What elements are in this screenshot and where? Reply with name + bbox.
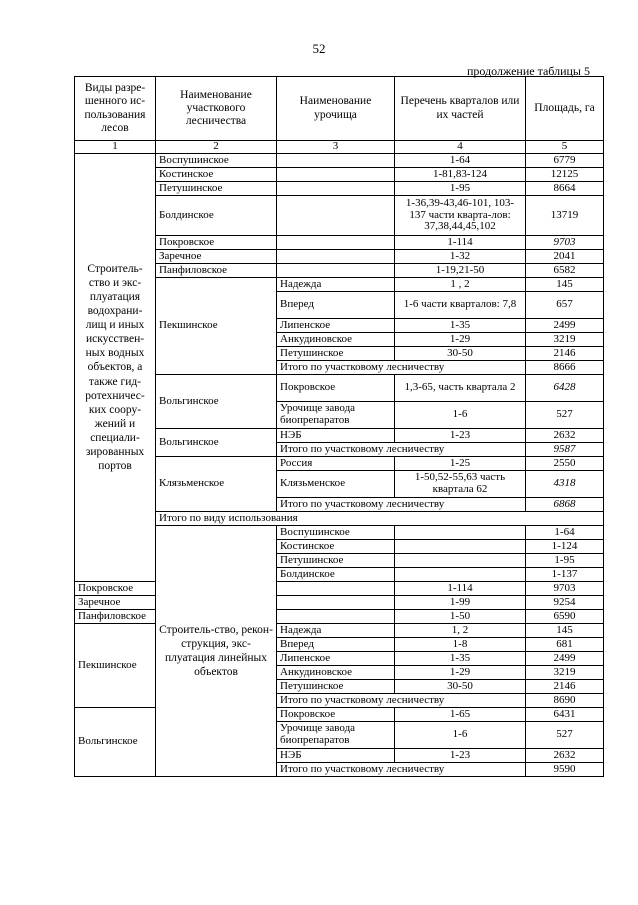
tract-cell (277, 236, 395, 250)
tract-cell (277, 610, 395, 624)
forestry-cell: Панфиловское (156, 264, 277, 278)
tract-cell (277, 182, 395, 196)
quarters-cell: 30-50 (395, 347, 526, 361)
quarters-cell: 1-32 (395, 250, 526, 264)
table-continuation-caption: продолжение таблицы 5 (466, 64, 590, 78)
quarters-cell: 1-35 (395, 319, 526, 333)
area-cell: 6428 (526, 375, 604, 402)
tract-cell (277, 196, 395, 236)
tract-cell (395, 540, 526, 554)
header-tract: Наименование урочища (277, 77, 395, 141)
area-cell: 2146 (526, 347, 604, 361)
tract-cell: Анкудиновское (277, 666, 395, 680)
use-type-cell: Строитель-ство, рекон-струкция, экс-плуатация линейных объектов (156, 526, 277, 777)
table-row (75, 596, 604, 610)
subtotal-label: Итого по участковому лесничеству (277, 443, 526, 457)
tract-cell (277, 582, 395, 596)
table-row (75, 624, 604, 638)
area-cell: 12125 (526, 168, 604, 182)
quarters-cell: 1-35 (395, 652, 526, 666)
forestry-cell: Пекшинское (75, 624, 156, 708)
quarters-cell: 1-29 (395, 666, 526, 680)
tract-cell: Урочище завода биопрепаратов (277, 722, 395, 749)
area-cell: 8664 (526, 182, 604, 196)
subtotal-label: Итого по участковому лесничеству (277, 694, 526, 708)
forestry-cell: Покровское (156, 236, 277, 250)
use-type-total-label: Итого по виду использования (156, 512, 604, 526)
area-cell: 2146 (526, 680, 604, 694)
quarters-cell: 1-114 (395, 582, 526, 596)
quarters-cell: 30-50 (395, 680, 526, 694)
forestry-cell: Костинское (156, 168, 277, 182)
quarters-cell: 1-95 (395, 182, 526, 196)
quarters-cell: 1-99 (395, 596, 526, 610)
column-number-row (75, 141, 604, 154)
area-cell: 681 (526, 638, 604, 652)
forestry-cell: Заречное (75, 596, 156, 610)
quarters-cell: 1-19,21-50 (395, 264, 526, 278)
header-quarters: Перечень кварталов или их частей (395, 77, 526, 141)
tract-cell: Вперед (277, 638, 395, 652)
tract-cell: Анкудиновское (277, 333, 395, 347)
area-cell: 9703 (526, 582, 604, 596)
area-cell: 2499 (526, 652, 604, 666)
tract-cell: Надежда (277, 624, 395, 638)
tract-cell: Петушинское (277, 347, 395, 361)
forestry-cell: Воспушинское (277, 526, 395, 540)
area-cell: 6590 (526, 610, 604, 624)
tract-cell: Липенское (277, 319, 395, 333)
forestry-cell: Болдинское (156, 196, 277, 236)
area-cell: 145 (526, 624, 604, 638)
subtotal-value: 8666 (526, 361, 604, 375)
use-type-cell: Строитель-ство и экс-плуатация водохрани-лищ и иных искусствен-ных водных объектов, а также гид-ротехничес-ких соору-жений и специали-зированных портов (75, 154, 156, 582)
subtotal-label: Итого по участковому лесничеству (277, 361, 526, 375)
area-cell: 9254 (526, 596, 604, 610)
area-cell: 527 (526, 722, 604, 749)
column-number: 1 (75, 141, 156, 154)
header-forestry: Наименование участкового лесничества (156, 77, 277, 141)
area-cell: 2041 (526, 250, 604, 264)
quarters-cell: 1-6 (395, 402, 526, 429)
column-number: 4 (395, 141, 526, 154)
tract-cell: Вперед (277, 292, 395, 319)
forestry-cell: Клязьменское (156, 457, 277, 512)
subtotal-value: 9590 (526, 763, 604, 777)
area-cell: 2632 (526, 749, 604, 763)
forest-use-table (74, 76, 604, 777)
column-number: 5 (526, 141, 604, 154)
forestry-cell: Вольгинское (75, 708, 156, 777)
quarters-cell: 1-95 (526, 554, 604, 568)
subtotal-value: 8690 (526, 694, 604, 708)
quarters-cell: 1-50,52-55,63 часть квартала 62 (395, 471, 526, 498)
header-area: Площадь, га (526, 77, 604, 141)
quarters-cell: 1 , 2 (395, 278, 526, 292)
forestry-cell: Воспушинское (156, 154, 277, 168)
quarters-cell: 1-25 (395, 457, 526, 471)
quarters-cell: 1-137 (526, 568, 604, 582)
table-row (75, 610, 604, 624)
forestry-cell: Костинское (277, 540, 395, 554)
tract-cell: Покровское (277, 375, 395, 402)
tract-cell: Надежда (277, 278, 395, 292)
tract-cell (395, 568, 526, 582)
quarters-cell: 1-23 (395, 429, 526, 443)
quarters-cell: 1-65 (395, 708, 526, 722)
column-number: 2 (156, 141, 277, 154)
quarters-cell: 1-64 (526, 526, 604, 540)
forestry-cell: Пекшинское (156, 278, 277, 375)
tract-cell (277, 154, 395, 168)
area-cell: 6582 (526, 264, 604, 278)
subtotal-label: Итого по участковому лесничеству (277, 763, 526, 777)
area-cell: 2632 (526, 429, 604, 443)
tract-cell: Россия (277, 457, 395, 471)
quarters-cell: 1-29 (395, 333, 526, 347)
tract-cell (277, 250, 395, 264)
forestry-cell: Болдинское (277, 568, 395, 582)
forestry-cell: Петушинское (277, 554, 395, 568)
area-cell: 657 (526, 292, 604, 319)
forestry-cell: Заречное (156, 250, 277, 264)
tract-cell (395, 554, 526, 568)
table-row (75, 154, 604, 168)
quarters-cell: 1-81,83-124 (395, 168, 526, 182)
quarters-cell: 1-114 (395, 236, 526, 250)
quarters-cell: 1-124 (526, 540, 604, 554)
area-cell: 145 (526, 278, 604, 292)
quarters-cell: 1-36,39-43,46-101, 103-137 части кварта-лов: 37,38,44,45,102 (395, 196, 526, 236)
tract-cell: Покровское (277, 708, 395, 722)
page-number: 52 (312, 41, 326, 56)
forestry-cell: Вольгинское (156, 375, 277, 429)
quarters-cell: 1, 2 (395, 624, 526, 638)
tract-cell (277, 168, 395, 182)
subtotal-value: 6868 (526, 498, 604, 512)
area-cell: 13719 (526, 196, 604, 236)
tract-cell: НЭБ (277, 429, 395, 443)
area-cell: 527 (526, 402, 604, 429)
area-cell: 6779 (526, 154, 604, 168)
tract-cell (277, 264, 395, 278)
area-cell: 3219 (526, 333, 604, 347)
tract-cell: Клязьменское (277, 471, 395, 498)
quarters-cell: 1-64 (395, 154, 526, 168)
area-cell: 2550 (526, 457, 604, 471)
area-cell: 9703 (526, 236, 604, 250)
tract-cell (395, 526, 526, 540)
subtotal-label: Итого по участковому лесничеству (277, 498, 526, 512)
column-number: 3 (277, 141, 395, 154)
forestry-cell: Панфиловское (75, 610, 156, 624)
quarters-cell: 1-6 части кварталов: 7,8 (395, 292, 526, 319)
quarters-cell: 1-6 (395, 722, 526, 749)
area-cell: 4318 (526, 471, 604, 498)
quarters-cell: 1-50 (395, 610, 526, 624)
tract-cell: Липенское (277, 652, 395, 666)
quarters-cell: 1-23 (395, 749, 526, 763)
subtotal-value: 9587 (526, 443, 604, 457)
table-header-row (75, 77, 604, 141)
forestry-cell: Покровское (75, 582, 156, 596)
tract-cell (277, 596, 395, 610)
table-row (75, 582, 604, 596)
area-cell: 3219 (526, 666, 604, 680)
table-row (75, 708, 604, 722)
header-use-type: Виды разре-шенного ис-пользования лесов (75, 77, 156, 141)
quarters-cell: 1,3-65, часть квартала 2 (395, 375, 526, 402)
tract-cell: НЭБ (277, 749, 395, 763)
tract-cell: Урочище завода биопрепаратов (277, 402, 395, 429)
quarters-cell: 1-8 (395, 638, 526, 652)
forestry-cell: Петушинское (156, 182, 277, 196)
tract-cell: Петушинское (277, 680, 395, 694)
area-cell: 6431 (526, 708, 604, 722)
forestry-cell: Вольгинское (156, 429, 277, 457)
area-cell: 2499 (526, 319, 604, 333)
